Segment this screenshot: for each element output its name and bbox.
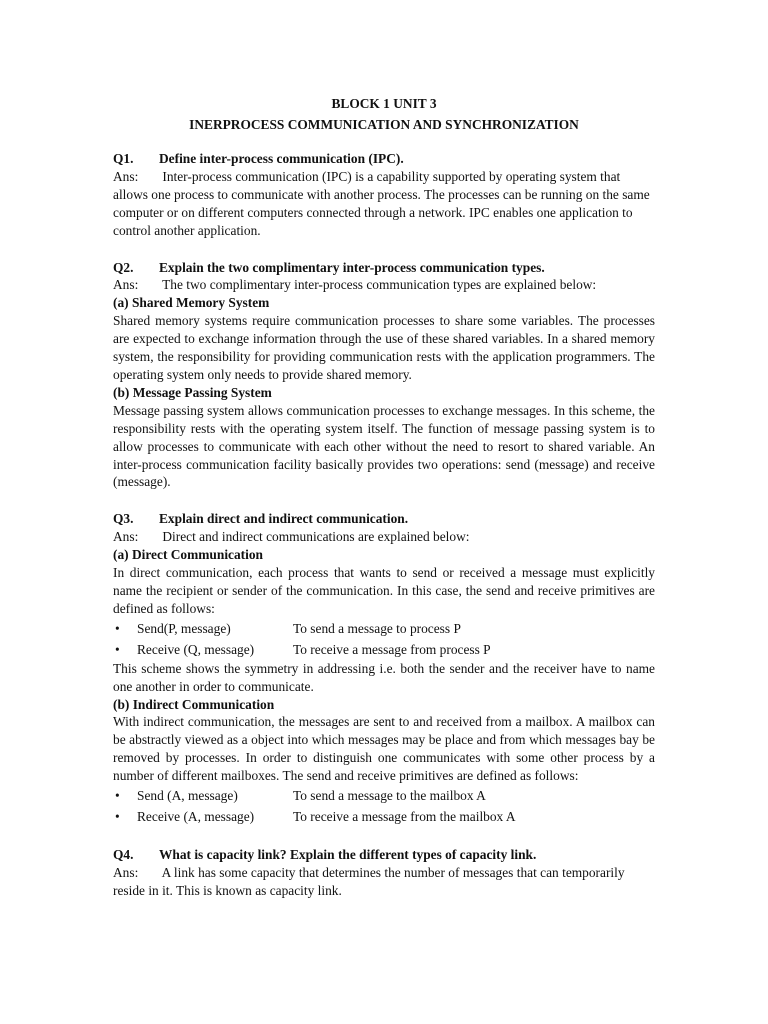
answer-label: Ans:	[113, 277, 139, 293]
bullet-list	[113, 618, 655, 660]
answer-text: Direct and indirect communications are explained below:	[162, 529, 470, 545]
paragraph: Shared memory systems require communication processes to share some variables. The processes are expected to exchange information through the use of these shared variables. In a shared memory system, the responsibility for providing communication rests with the application programmers. The operating system only needs to provide shared memory.	[113, 313, 655, 382]
answer-text: The two complimentary inter-process communication types are explained below:	[162, 277, 597, 293]
answer-3	[113, 528, 655, 546]
paragraph: Message passing system allows communication processes to exchange messages. In this scheme, the responsibility rests with the operating system itself. The function of message passing system is to allow processes to communicate with each other without the need to resort to shared variable. An inter-process communication facility basically provides two operations: send (message) and receive (message).	[113, 402, 655, 490]
primitive-term: Receive (Q, message)	[137, 641, 255, 657]
question-1	[113, 150, 655, 168]
paragraph: In direct communication, each process that wants to send or received a message must explicitly name the recipient or sender of the communication. In this case, the send and receive primitives are defined as follows:	[113, 565, 655, 616]
answer-label: Ans:	[113, 529, 139, 545]
list-item	[113, 639, 655, 660]
question-2	[113, 259, 655, 277]
question-3	[113, 510, 655, 528]
primitive-description: To receive a message from the mailbox A	[293, 809, 516, 825]
question-text: Explain the two complimentary inter-process communication types.	[159, 259, 545, 275]
section-heading: (a) Direct Communication	[113, 547, 263, 563]
list-item	[113, 806, 655, 827]
question-number: Q3.	[113, 511, 134, 527]
section-heading: (b) Indirect Communication	[113, 696, 275, 712]
block-unit-heading: BLOCK 1 UNIT 3	[331, 96, 437, 111]
primitive-description: To receive a message from process P	[293, 641, 491, 657]
answer-text: A link has some capacity that determines the number of messages that can temporarily reside in it. This is known as capacity link.	[113, 865, 625, 898]
question-number: Q4.	[113, 847, 134, 863]
primitive-description: To send a message to process P	[293, 620, 461, 636]
question-text: Define inter-process communication (IPC).	[159, 151, 404, 166]
bullet-icon: •	[115, 809, 120, 825]
paragraph: With indirect communication, the messages are sent to and received from a mailbox. A mailbox can be abstractly viewed as a object into which messages may be place and from which messages bay be removed by processes. In order to distinguish one communicates with some other process by a number of different mailboxes. The send and receive primitives are defined as follows:	[113, 714, 655, 784]
primitive-term: Send(P, message)	[137, 620, 231, 636]
question-number: Q1.	[113, 151, 134, 166]
answer-label: Ans:	[113, 168, 139, 184]
chapter-title: INERPROCESS COMMUNICATION AND SYNCHRONIZATION	[189, 117, 579, 132]
list-item	[113, 785, 655, 806]
answer-4	[113, 864, 655, 900]
bullet-icon: •	[115, 620, 120, 636]
answer-text-intro: Inter-process communication (IPC) is a capability supported by operating system that allows one process to communicate with another process. The processes can be running on the same computer or on different computers connected through a network. IPC enables one application to control another application.	[113, 168, 650, 238]
paragraph: This scheme shows the symmetry in addressing i.e. both the sender and the receiver have to name one another in order to communicate.	[113, 660, 655, 694]
primitive-term: Receive (A, message)	[137, 809, 255, 825]
section-heading: (a) Shared Memory System	[113, 295, 270, 311]
bullet-icon: •	[115, 788, 120, 804]
question-text: What is capacity link? Explain the different types of capacity link.	[159, 847, 537, 863]
section-heading: (b) Message Passing System	[113, 384, 272, 400]
bullet-icon: •	[115, 641, 120, 657]
question-number: Q2.	[113, 259, 134, 275]
answer-label: Ans:	[113, 865, 139, 880]
primitive-description: To send a message to the mailbox A	[293, 788, 486, 804]
answer-1	[113, 168, 655, 240]
question-text: Explain direct and indirect communication.	[159, 511, 409, 527]
answer-2	[113, 276, 655, 294]
document-title	[113, 93, 655, 135]
question-4	[113, 846, 655, 864]
bullet-list	[113, 785, 655, 827]
list-item	[113, 618, 655, 639]
primitive-term: Send (A, message)	[137, 788, 238, 804]
